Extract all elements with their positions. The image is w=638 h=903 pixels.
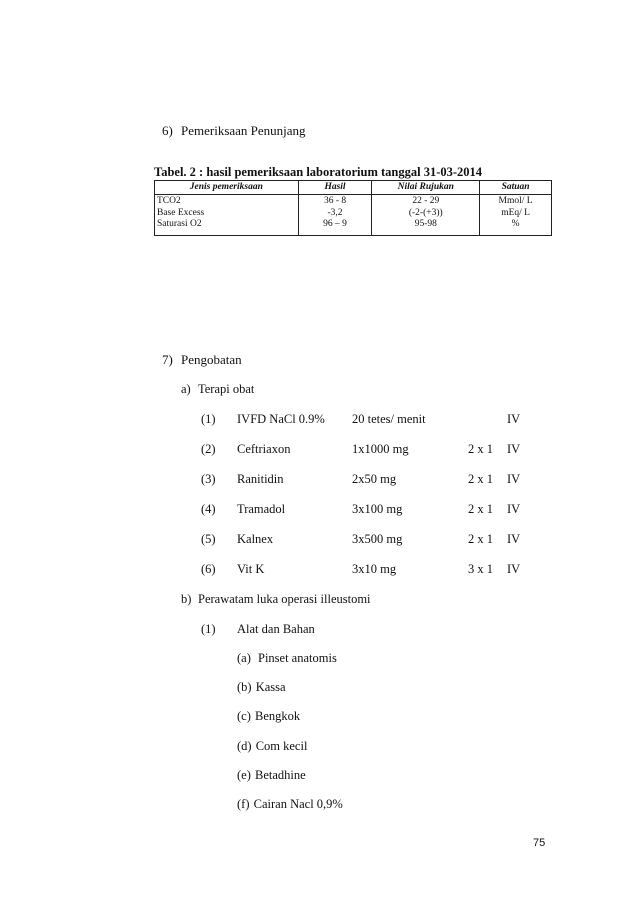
list-item bbox=[237, 680, 286, 695]
section-6-number: 6) bbox=[162, 123, 173, 138]
hasil-value: 96 – 9 bbox=[323, 219, 347, 229]
list-item bbox=[237, 797, 343, 812]
med-frequency: 2 x 1 bbox=[468, 472, 493, 486]
med-number: (4) bbox=[201, 502, 216, 516]
supply-text: Kassa bbox=[255, 680, 286, 694]
med-frequency: 2 x 1 bbox=[468, 442, 493, 456]
supply-text: Com kecil bbox=[255, 739, 308, 753]
medication-row bbox=[0, 562, 638, 578]
table-row bbox=[155, 195, 552, 236]
hasil-value: 36 - 8 bbox=[323, 196, 347, 206]
med-number: (1) bbox=[201, 412, 216, 426]
table-title: Tabel. 2 : hasil pemeriksaan laboratorium tanggal 31-03-2014 bbox=[154, 165, 483, 179]
section-6-title: Pemeriksaan Penunjang bbox=[181, 123, 306, 138]
med-dose: 3x500 mg bbox=[352, 532, 403, 546]
med-route: IV bbox=[507, 562, 521, 576]
sub-a-label: a) bbox=[181, 382, 191, 396]
cell-satuan bbox=[480, 195, 552, 236]
satuan-value: mEq/ L bbox=[501, 207, 530, 218]
list-item bbox=[237, 768, 306, 783]
med-name: Vit K bbox=[237, 562, 265, 576]
medication-row bbox=[0, 532, 638, 548]
supply-text: Pinset anatomis bbox=[258, 651, 337, 665]
med-dose: 1x1000 mg bbox=[352, 442, 409, 456]
section-7-title: Pengobatan bbox=[181, 352, 242, 367]
cell-hasil bbox=[298, 195, 372, 236]
med-name: Ceftriaxon bbox=[237, 442, 291, 456]
med-name: Ranitidin bbox=[237, 472, 284, 486]
rujukan-value: 95-98 bbox=[414, 219, 437, 229]
sub-b1-number: (1) bbox=[201, 622, 216, 636]
supply-label: (e) bbox=[237, 768, 251, 782]
jenis-value: Base Excess bbox=[157, 207, 205, 218]
medication-row bbox=[0, 472, 638, 488]
supply-text: Cairan Nacl 0,9% bbox=[253, 797, 343, 811]
header-rujukan: Nilai Rujukan bbox=[372, 181, 480, 195]
med-frequency: 2 x 1 bbox=[468, 502, 493, 516]
table-header-row bbox=[155, 181, 552, 195]
med-frequency: 3 x 1 bbox=[468, 562, 493, 576]
medication-row bbox=[0, 502, 638, 518]
supply-label: (d) bbox=[237, 739, 252, 753]
jenis-value: TCO2 bbox=[157, 196, 181, 206]
med-route: IV bbox=[507, 532, 521, 546]
supply-text: Bengkok bbox=[255, 709, 301, 723]
med-number: (5) bbox=[201, 532, 216, 546]
page-number: 75 bbox=[533, 837, 546, 849]
med-dose: 20 tetes/ menit bbox=[352, 412, 426, 426]
med-name: Kalnex bbox=[237, 532, 274, 546]
jenis-value: Saturasi O2 bbox=[157, 219, 202, 229]
supply-label: (a) bbox=[237, 651, 251, 665]
supply-label: (f) bbox=[237, 797, 250, 811]
section-7-number: 7) bbox=[162, 352, 173, 367]
med-route: IV bbox=[507, 502, 521, 516]
med-route: IV bbox=[507, 472, 521, 486]
med-frequency: 2 x 1 bbox=[468, 532, 493, 546]
lab-results-table bbox=[154, 180, 552, 236]
med-dose: 2x50 mg bbox=[352, 472, 397, 486]
med-number: (6) bbox=[201, 562, 216, 576]
sub-b1-title: Alat dan Bahan bbox=[237, 622, 315, 636]
satuan-value: % bbox=[511, 219, 520, 229]
list-item bbox=[237, 651, 337, 666]
supply-label: (c) bbox=[237, 709, 251, 723]
med-number: (3) bbox=[201, 472, 216, 486]
med-route: IV bbox=[507, 442, 521, 456]
list-item bbox=[237, 739, 307, 754]
sub-b-label: b) bbox=[181, 592, 192, 606]
medication-row bbox=[0, 442, 638, 458]
med-dose: 3x100 mg bbox=[352, 502, 403, 516]
supply-label: (b) bbox=[237, 680, 252, 694]
med-name: Tramadol bbox=[237, 502, 286, 516]
rujukan-value: 22 - 29 bbox=[412, 196, 440, 206]
satuan-value: Mmol/ L bbox=[498, 196, 533, 206]
med-route: IV bbox=[507, 412, 521, 426]
med-dose: 3x10 mg bbox=[352, 562, 397, 576]
header-hasil: Hasil bbox=[298, 181, 372, 195]
hasil-value: -3,2 bbox=[327, 207, 343, 218]
header-jenis: Jenis pemeriksaan bbox=[155, 181, 299, 195]
rujukan-value: (-2-(+3)) bbox=[408, 207, 443, 218]
cell-jenis bbox=[155, 195, 299, 236]
header-satuan: Satuan bbox=[480, 181, 552, 195]
sub-a-title: Terapi obat bbox=[198, 382, 255, 396]
sub-b-title: Perawatam luka operasi illeustomi bbox=[198, 592, 371, 606]
med-number: (2) bbox=[201, 442, 216, 456]
med-name: IVFD NaCl 0.9% bbox=[237, 412, 325, 426]
cell-rujukan bbox=[372, 195, 480, 236]
medication-row bbox=[0, 412, 638, 428]
list-item bbox=[237, 709, 300, 724]
supply-text: Betadhine bbox=[255, 768, 306, 782]
